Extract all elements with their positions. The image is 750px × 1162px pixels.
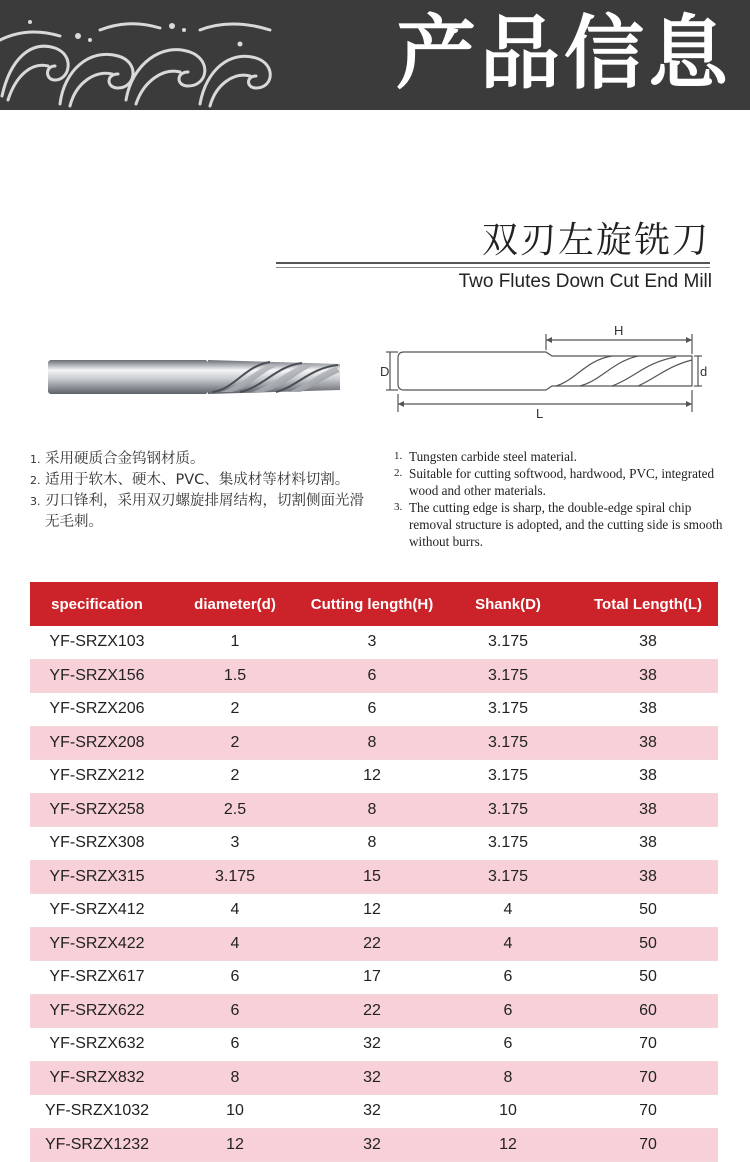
features-en	[394, 448, 724, 550]
table-row	[30, 927, 718, 961]
diagram-label-D: D	[380, 364, 390, 379]
cell-specification: YF-SRZX208	[30, 726, 164, 760]
cell-shank: 3.175	[438, 726, 578, 760]
banner-title: 产品信息	[396, 7, 732, 100]
cell-specification: YF-SRZX308	[30, 827, 164, 861]
table-row	[30, 1128, 718, 1162]
cell-diameter: 2	[164, 693, 306, 727]
cell-total-length: 70	[578, 1095, 718, 1129]
cell-diameter: 2	[164, 726, 306, 760]
feature-cn-2: 2. 适用于软木、硬木、PVC、集成材等材料切割。	[30, 472, 350, 488]
feature-cn-1: 1. 采用硬质合金钨钢材质。	[30, 451, 205, 467]
cell-cutting-length: 32	[306, 1061, 438, 1095]
cell-shank: 3.175	[438, 793, 578, 827]
end-mill-photo	[44, 352, 344, 402]
cell-diameter: 2	[164, 760, 306, 794]
cell-total-length: 38	[578, 693, 718, 727]
product-title-en: Two Flutes Down Cut End Mill	[458, 271, 712, 292]
cell-specification: YF-SRZX422	[30, 927, 164, 961]
cell-cutting-length: 6	[306, 659, 438, 693]
feature-en-3: 3. The cutting edge is sharp, the double-edge spiral chip removal structure is adopted, and the cutting side is smooth without burrs.	[394, 500, 723, 549]
header-banner	[0, 0, 750, 110]
title-divider-thin	[276, 267, 710, 268]
cell-cutting-length: 12	[306, 894, 438, 928]
cell-total-length: 70	[578, 1028, 718, 1062]
cell-shank: 3.175	[438, 626, 578, 659]
cell-shank: 6	[438, 1028, 578, 1062]
cell-diameter: 3	[164, 827, 306, 861]
table-row	[30, 626, 718, 659]
cell-specification: YF-SRZX412	[30, 894, 164, 928]
diagram-label-h: H	[614, 323, 624, 338]
cell-specification: YF-SRZX832	[30, 1061, 164, 1095]
header-shank: Shank(D)	[438, 582, 578, 626]
table-row	[30, 1095, 718, 1129]
cell-total-length: 38	[578, 726, 718, 760]
cell-diameter: 1	[164, 626, 306, 659]
cell-specification: YF-SRZX632	[30, 1028, 164, 1062]
cell-cutting-length: 15	[306, 860, 438, 894]
table-row	[30, 693, 718, 727]
cell-cutting-length: 3	[306, 626, 438, 659]
product-title-cn: 双刃左旋铣刀	[481, 220, 710, 261]
features-cn	[30, 449, 370, 533]
table-row	[30, 1061, 718, 1095]
cell-cutting-length: 32	[306, 1028, 438, 1062]
table-row	[30, 726, 718, 760]
cell-cutting-length: 8	[306, 726, 438, 760]
cell-specification: YF-SRZX1232	[30, 1128, 164, 1162]
cell-shank: 3.175	[438, 659, 578, 693]
table-row	[30, 827, 718, 861]
cell-cutting-length: 8	[306, 793, 438, 827]
table-row	[30, 961, 718, 995]
cell-diameter: 10	[164, 1095, 306, 1129]
cell-total-length: 50	[578, 961, 718, 995]
cell-diameter: 6	[164, 994, 306, 1028]
cell-cutting-length: 17	[306, 961, 438, 995]
header-diameter: diameter(d)	[164, 582, 306, 626]
title-divider	[276, 262, 710, 264]
cell-total-length: 70	[578, 1061, 718, 1095]
cell-shank: 6	[438, 961, 578, 995]
cell-diameter: 1.5	[164, 659, 306, 693]
wave-pattern-icon	[0, 0, 290, 110]
cell-shank: 3.175	[438, 827, 578, 861]
cell-specification: YF-SRZX212	[30, 760, 164, 794]
cell-cutting-length: 32	[306, 1128, 438, 1162]
cell-diameter: 3.175	[164, 860, 306, 894]
table-row	[30, 894, 718, 928]
table-header-row	[30, 582, 718, 626]
cell-cutting-length: 32	[306, 1095, 438, 1129]
cell-shank: 12	[438, 1128, 578, 1162]
cell-diameter: 4	[164, 927, 306, 961]
cell-specification: YF-SRZX258	[30, 793, 164, 827]
feature-cn-3: 3. 刃口锋利，采用双刃螺旋排屑结构，切割侧面光滑无毛刺。	[30, 493, 364, 530]
table-row	[30, 659, 718, 693]
cell-specification: YF-SRZX1032	[30, 1095, 164, 1129]
cell-cutting-length: 22	[306, 927, 438, 961]
cell-cutting-length: 6	[306, 693, 438, 727]
cell-diameter: 6	[164, 961, 306, 995]
cell-cutting-length: 8	[306, 827, 438, 861]
header-specification: specification	[30, 582, 164, 626]
cell-shank: 6	[438, 994, 578, 1028]
cell-total-length: 50	[578, 927, 718, 961]
table-row	[30, 1028, 718, 1062]
cell-shank: 3.175	[438, 760, 578, 794]
cell-shank: 8	[438, 1061, 578, 1095]
diagram-label-L: L	[536, 406, 544, 421]
cell-diameter: 6	[164, 1028, 306, 1062]
cell-diameter: 8	[164, 1061, 306, 1095]
end-mill-dimension-diagram	[376, 320, 706, 420]
cell-total-length: 38	[578, 760, 718, 794]
cell-diameter: 4	[164, 894, 306, 928]
cell-total-length: 60	[578, 994, 718, 1028]
cell-total-length: 38	[578, 860, 718, 894]
cell-shank: 3.175	[438, 693, 578, 727]
cell-specification: YF-SRZX206	[30, 693, 164, 727]
table-body	[30, 626, 718, 1162]
cell-total-length: 38	[578, 659, 718, 693]
cell-specification: YF-SRZX315	[30, 860, 164, 894]
header-cutting-length: Cutting length(H)	[306, 582, 438, 626]
table-row	[30, 860, 718, 894]
cell-total-length: 70	[578, 1128, 718, 1162]
cell-specification: YF-SRZX156	[30, 659, 164, 693]
cell-cutting-length: 22	[306, 994, 438, 1028]
table-row	[30, 994, 718, 1028]
cell-total-length: 38	[578, 827, 718, 861]
cell-total-length: 38	[578, 626, 718, 659]
header-total-length: Total Length(L)	[578, 582, 718, 626]
cell-specification: YF-SRZX617	[30, 961, 164, 995]
cell-specification: YF-SRZX622	[30, 994, 164, 1028]
cell-diameter: 2.5	[164, 793, 306, 827]
feature-en-2: 2. Suitable for cutting softwood, hardwood, PVC, integrated wood and other materials.	[394, 466, 715, 498]
cell-shank: 4	[438, 927, 578, 961]
cell-total-length: 38	[578, 793, 718, 827]
feature-en-1: 1. Tungsten carbide steel material.	[394, 449, 577, 464]
table-row	[30, 760, 718, 794]
cell-specification: YF-SRZX103	[30, 626, 164, 659]
cell-shank: 4	[438, 894, 578, 928]
diagram-label-d: d	[700, 364, 708, 379]
cell-shank: 3.175	[438, 860, 578, 894]
cell-shank: 10	[438, 1095, 578, 1129]
specification-table	[30, 582, 718, 1162]
cell-total-length: 50	[578, 894, 718, 928]
cell-diameter: 12	[164, 1128, 306, 1162]
cell-cutting-length: 12	[306, 760, 438, 794]
table-row	[30, 793, 718, 827]
